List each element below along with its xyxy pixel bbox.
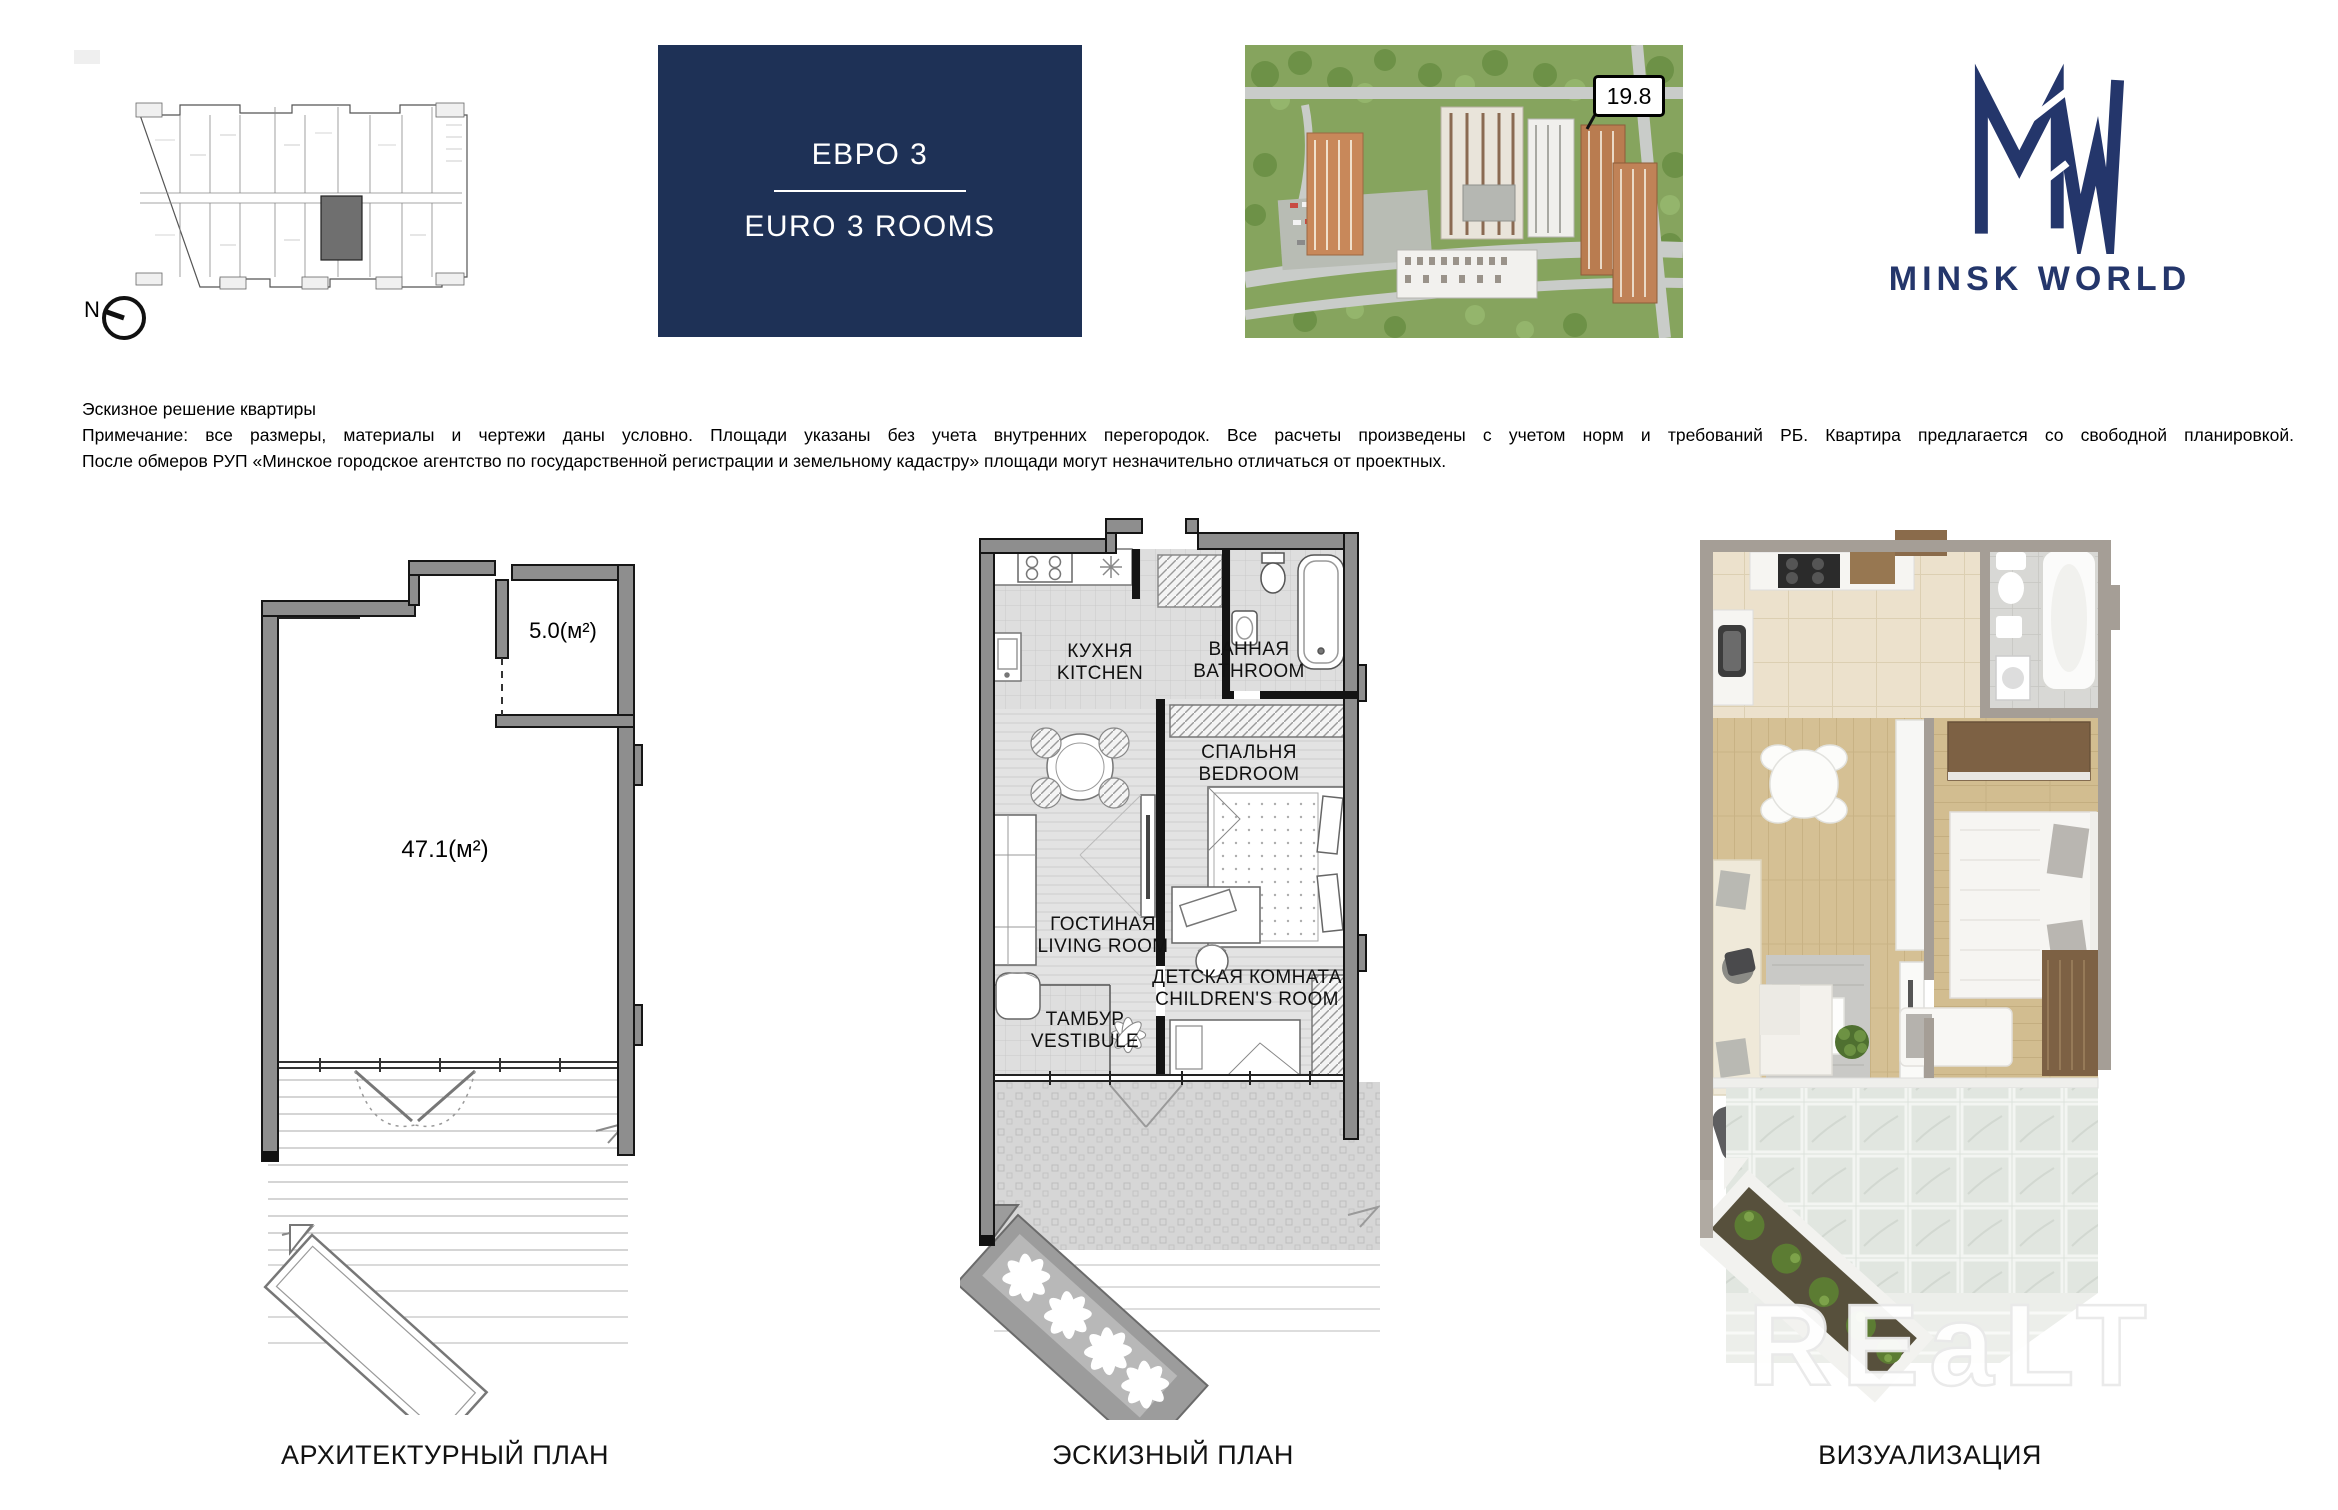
highlighted-unit (321, 196, 362, 260)
brand-logo (1875, 58, 2205, 320)
disclaimer-title: Эскизное решение квартиры (82, 399, 316, 419)
realt-watermark: REaLT (1748, 1280, 2157, 1410)
disclaimer-note2: После обмеров РУП «Минское городское агентство по государственной регистрации и земельному кадастру» площади могут незначительно отличаться от проектных. (82, 451, 1447, 471)
room-label-living: ГОСТИНАЯ LIVING ROOM (1037, 914, 1169, 957)
room-label-vestibule: ТАМБУР VESTIBULE (1030, 1009, 1140, 1052)
divider-line (774, 190, 966, 192)
north-compass-icon (104, 298, 144, 338)
mw-monogram-icon (1940, 58, 2140, 254)
aerial-photo (1245, 45, 1683, 338)
disclaimer (82, 396, 2294, 474)
architectural-plan (260, 535, 650, 1415)
type-label-ru: ЕВРО 3 (811, 138, 929, 171)
brand-logo-text: MINSK WORLD (1888, 260, 2192, 298)
area-small-label: 5.0(м²) (529, 618, 597, 643)
disclaimer-note: Примечание: все размеры, материалы и чертежи даны условно. Площади указаны без учета внутренних перегородок. Все расчеты произведены с учетом норм и требований РБ. Квартира предлагается со свободной планировкой. (82, 425, 2294, 445)
room-label-childrens: ДЕТСКАЯ КОМНАТА CHILDREN'S ROOM (1152, 967, 1342, 1010)
apartment-type-box (658, 45, 1082, 337)
room-label-bedroom: СПАЛЬНЯ BEDROOM (1198, 742, 1300, 785)
type-label-en: EURO 3 ROOMS (744, 210, 996, 243)
caption-architectural: АРХИТЕКТУРНЫЙ ПЛАН (280, 1440, 610, 1470)
caption-visualization: ВИЗУАЛИЗАЦИЯ (1818, 1440, 2042, 1470)
building-key-plan (70, 45, 480, 345)
room-label-bathroom: ВАННАЯ BATHROOM (1193, 639, 1305, 682)
height-badge: 19.8 (1593, 75, 1665, 117)
compass-north-label: N (84, 297, 100, 322)
caption-sketch: ЭСКИЗНЫЙ ПЛАН (1052, 1440, 1294, 1470)
area-main-label: 47.1(м²) (401, 836, 489, 863)
room-label-kitchen: КУХНЯ KITCHEN (1056, 641, 1144, 684)
bathroom-render (1996, 550, 2096, 700)
